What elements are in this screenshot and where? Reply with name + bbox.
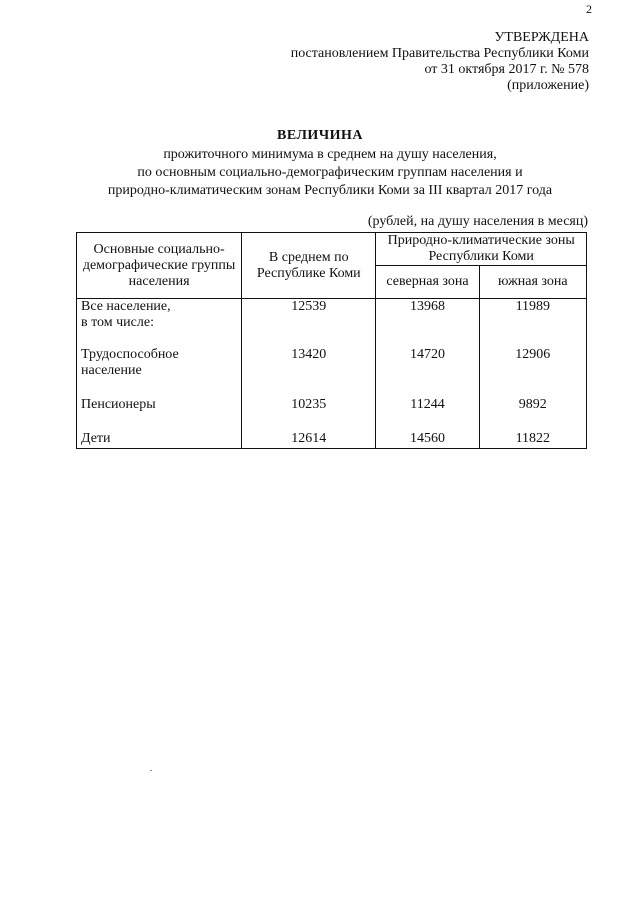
row-south-value: 11822 bbox=[479, 431, 586, 449]
row-group-extra: в том числе: bbox=[81, 315, 154, 330]
row-group-cell bbox=[77, 299, 242, 347]
row-south-value: 11989 bbox=[479, 299, 586, 347]
row-north-value: 14560 bbox=[376, 431, 479, 449]
row-average-value: 12539 bbox=[242, 299, 376, 347]
row-average-value: 13420 bbox=[242, 347, 376, 397]
table-row bbox=[77, 431, 587, 449]
page-number: 2 bbox=[586, 2, 592, 16]
approval-line-1: УТВЕРЖДЕНА bbox=[494, 30, 589, 45]
row-group-label: Все население, bbox=[81, 299, 171, 314]
row-group-label: Пенсионеры bbox=[77, 397, 242, 431]
approval-line-4: (приложение) bbox=[507, 78, 589, 93]
table-row bbox=[77, 397, 587, 431]
approval-line-2: постановлением Правительства Республики Коми bbox=[290, 46, 589, 61]
document-subtitle bbox=[0, 146, 640, 200]
row-group-label: Дети bbox=[77, 431, 242, 449]
subtitle-line-1: прожиточного минимума в среднем на душу населения, bbox=[163, 147, 497, 162]
header-average: В среднем по Республике Коми bbox=[242, 233, 376, 299]
row-north-value: 11244 bbox=[376, 397, 479, 431]
row-south-value: 9892 bbox=[479, 397, 586, 431]
row-north-value: 14720 bbox=[376, 347, 479, 397]
row-average-value: 12614 bbox=[242, 431, 376, 449]
approval-line-3: от 31 октября 2017 г. № 578 bbox=[424, 62, 589, 77]
row-north-value: 13968 bbox=[376, 299, 479, 347]
row-south-value: 12906 bbox=[479, 347, 586, 397]
approval-block bbox=[291, 30, 589, 94]
table-row bbox=[77, 299, 587, 347]
row-group-label: Трудоспособное население bbox=[77, 347, 242, 397]
subtitle-line-3: природно-климатическим зонам Республики Коми за III квартал 2017 года bbox=[107, 183, 553, 198]
header-zones: Природно-климатические зоны Республики Коми bbox=[376, 233, 587, 266]
table-row bbox=[77, 347, 587, 397]
subsistence-minimum-table bbox=[76, 232, 587, 449]
document-title: ВЕЛИЧИНА bbox=[277, 128, 363, 143]
header-north-zone: северная зона bbox=[376, 266, 479, 299]
row-average-value: 10235 bbox=[242, 397, 376, 431]
subtitle-line-2: по основным социально-демографическим группам населения и bbox=[137, 165, 523, 180]
scan-speck bbox=[150, 770, 152, 771]
header-group: Основные социально-демографические группы населения bbox=[77, 233, 242, 299]
units-note: (рублей, на душу населения в месяц) bbox=[367, 214, 588, 229]
header-south-zone: южная зона bbox=[479, 266, 586, 299]
